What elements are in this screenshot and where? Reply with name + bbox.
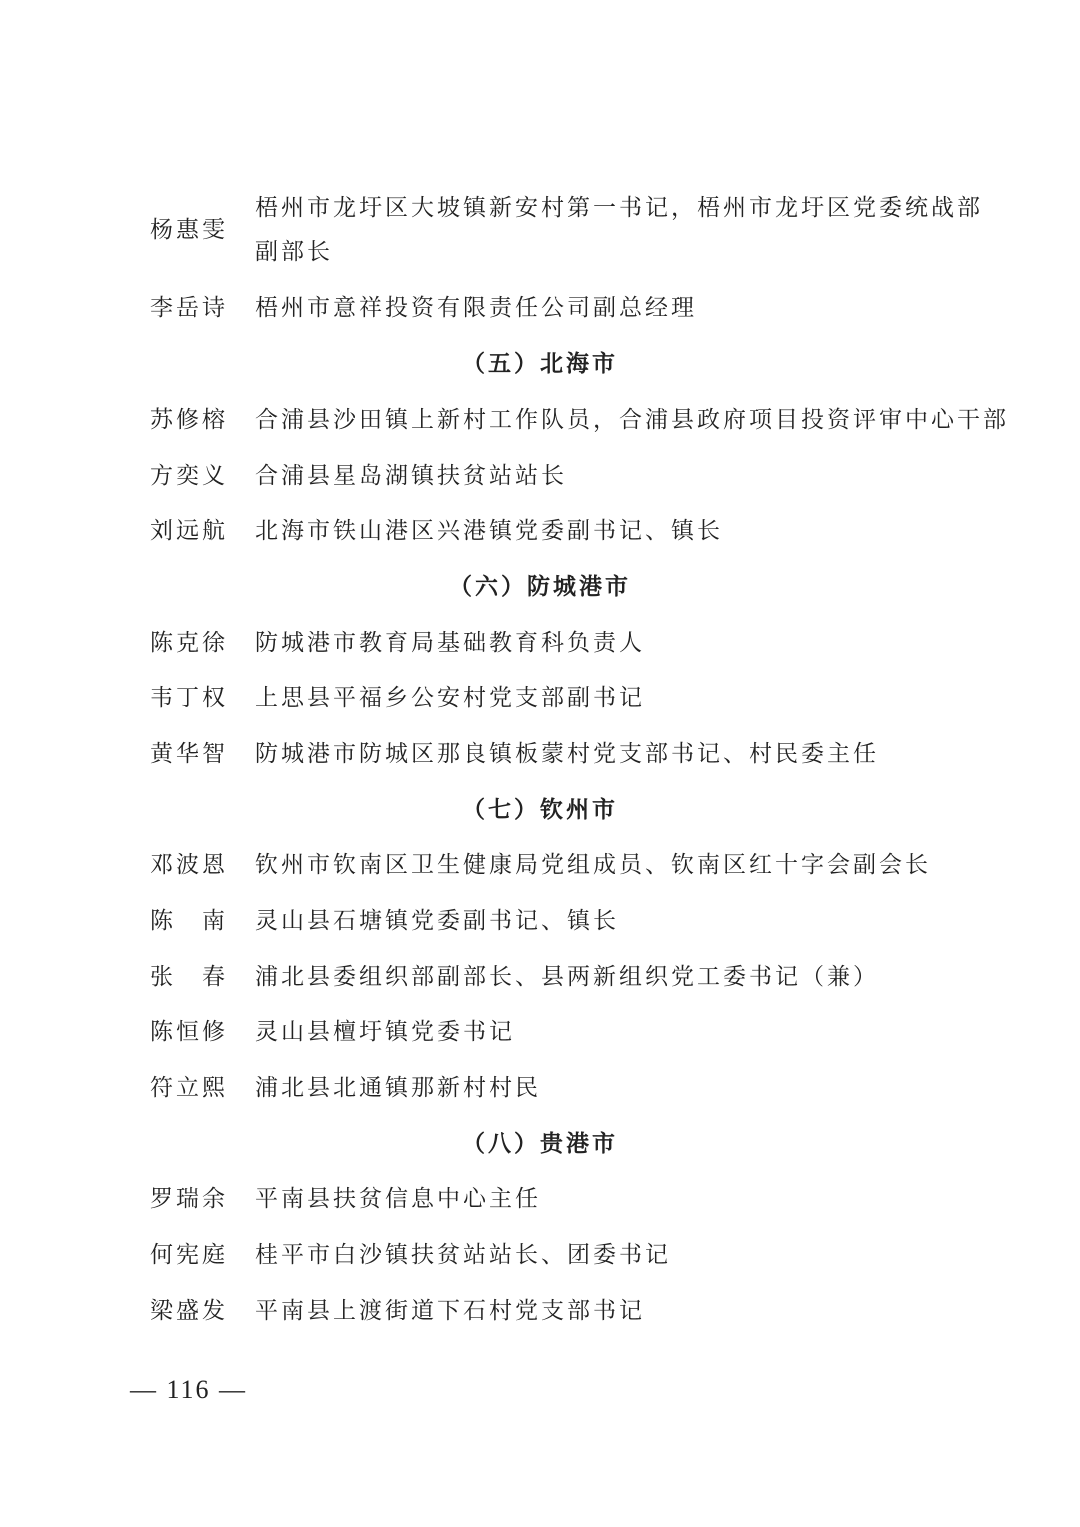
person-title: 梧州市意祥投资有限责任公司副总经理 bbox=[255, 295, 697, 321]
list-item bbox=[0, 1179, 1080, 1219]
person-title: 平南县扶贫信息中心主任 bbox=[255, 1186, 541, 1212]
person-title: 平南县上渡街道下石村党支部书记 bbox=[255, 1298, 645, 1324]
section-heading: （五）北海市 bbox=[462, 350, 618, 377]
person-name: 韦丁权 bbox=[150, 685, 228, 711]
section-heading: （七）钦州市 bbox=[462, 796, 618, 823]
list-item bbox=[0, 845, 1080, 885]
person-title: 钦州市钦南区卫生健康局党组成员、钦南区红十字会副会长 bbox=[255, 852, 931, 878]
person-name: 张 春 bbox=[150, 964, 228, 990]
section-heading: （八）贵港市 bbox=[462, 1130, 618, 1157]
list-item-continuation bbox=[0, 232, 1080, 272]
person-name: 李岳诗 bbox=[150, 295, 228, 321]
person-name: 邓波恩 bbox=[150, 852, 228, 878]
person-title: 梧州市龙圩区大坡镇新安村第一书记，梧州市龙圩区党委统战部 bbox=[255, 195, 983, 221]
person-name: 刘远航 bbox=[150, 518, 228, 544]
person-name: 苏修榕 bbox=[150, 407, 228, 433]
person-title: 副部长 bbox=[255, 239, 333, 265]
person-name: 陈克徐 bbox=[150, 630, 228, 656]
person-title: 防城港市教育局基础教育科负责人 bbox=[255, 630, 645, 656]
person-title: 合浦县星岛湖镇扶贫站站长 bbox=[255, 463, 567, 489]
person-title: 灵山县石塘镇党委副书记、镇长 bbox=[255, 908, 619, 934]
person-title: 合浦县沙田镇上新村工作队员，合浦县政府项目投资评审中心干部 bbox=[255, 407, 1009, 433]
person-name: 符立熙 bbox=[150, 1075, 228, 1101]
person-name: 方奕义 bbox=[150, 463, 228, 489]
person-name: 梁盛发 bbox=[150, 1298, 228, 1324]
section-heading: （六）防城港市 bbox=[449, 573, 631, 600]
person-title: 浦北县北通镇那新村村民 bbox=[255, 1075, 541, 1101]
list-item bbox=[0, 1235, 1080, 1275]
person-name: 何宪庭 bbox=[150, 1242, 228, 1268]
list-item bbox=[0, 1012, 1080, 1052]
list-item bbox=[0, 511, 1080, 551]
person-title: 浦北县委组织部副部长、县两新组织党工委书记（兼） bbox=[255, 964, 879, 990]
person-title: 灵山县檀圩镇党委书记 bbox=[255, 1019, 515, 1045]
person-name: 罗瑞余 bbox=[150, 1186, 228, 1212]
list-item bbox=[0, 623, 1080, 663]
person-name: 杨惠雯 bbox=[150, 217, 228, 243]
list-item bbox=[0, 1291, 1080, 1331]
person-name: 陈恒修 bbox=[150, 1019, 228, 1045]
list-item bbox=[0, 288, 1080, 328]
list-item bbox=[0, 400, 1080, 440]
list-item bbox=[0, 734, 1080, 774]
person-title: 桂平市白沙镇扶贫站站长、团委书记 bbox=[255, 1242, 671, 1268]
list-item bbox=[0, 957, 1080, 997]
person-title: 防城港市防城区那良镇板蒙村党支部书记、村民委主任 bbox=[255, 741, 879, 767]
list-item bbox=[0, 901, 1080, 941]
person-name: 陈 南 bbox=[150, 908, 228, 934]
list-item bbox=[0, 456, 1080, 496]
page-number: — 116 — bbox=[130, 1375, 248, 1404]
person-name: 黄华智 bbox=[150, 741, 228, 767]
person-title: 上思县平福乡公安村党支部副书记 bbox=[255, 685, 645, 711]
person-title: 北海市铁山港区兴港镇党委副书记、镇长 bbox=[255, 518, 723, 544]
list-item bbox=[0, 188, 1080, 243]
list-item bbox=[0, 1068, 1080, 1108]
list-item bbox=[0, 678, 1080, 718]
